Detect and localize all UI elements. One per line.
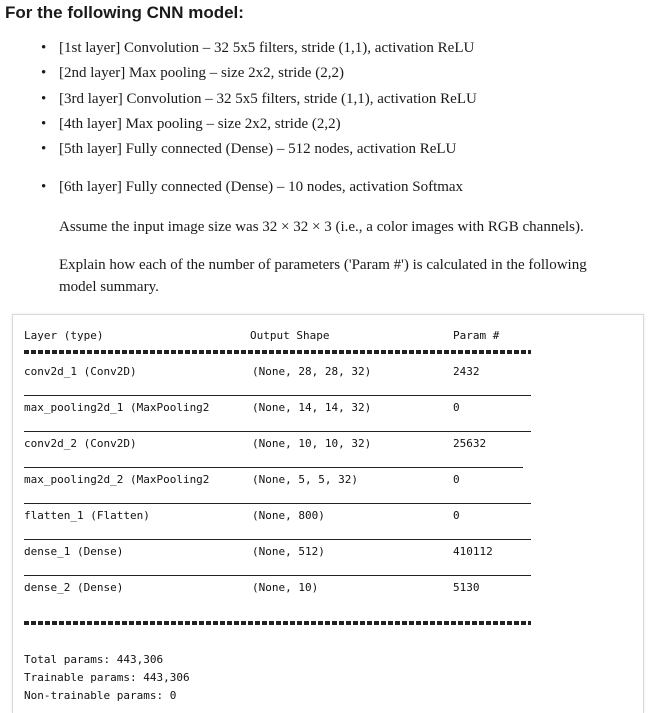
row-divider — [24, 575, 531, 576]
question-text-line2: model summary. — [59, 279, 159, 295]
row-output-shape: (None, 10) — [252, 581, 319, 594]
double-divider — [24, 350, 531, 354]
bullet-icon: • — [41, 141, 47, 157]
non-trainable-params: Non-trainable params: 0 — [24, 689, 177, 702]
bullet-icon: • — [41, 179, 47, 195]
row-output-shape: (None, 5, 5, 32) — [252, 473, 358, 486]
row-divider — [24, 467, 523, 468]
row-divider — [24, 539, 531, 540]
row-divider — [24, 503, 531, 504]
row-layer: conv2d_1 (Conv2D) — [24, 365, 137, 378]
row-output-shape: (None, 800) — [252, 509, 325, 522]
header-param-count: Param # — [453, 329, 500, 342]
bullet-icon: • — [41, 40, 47, 56]
row-output-shape: (None, 512) — [252, 545, 325, 558]
list-item-text: [5th layer] Fully connected (Dense) – 512 nodes, activation ReLU — [59, 141, 457, 157]
row-layer: flatten_1 (Flatten) — [24, 509, 150, 522]
bullet-icon: • — [41, 116, 47, 132]
trainable-params: Trainable params: 443,306 — [24, 671, 190, 684]
row-layer: conv2d_2 (Conv2D) — [24, 437, 137, 450]
row-output-shape: (None, 14, 14, 32) — [252, 401, 372, 414]
row-divider — [24, 431, 531, 432]
row-layer: max_pooling2d_2 (MaxPooling2 — [24, 473, 210, 486]
row-output-shape: (None, 10, 10, 32) — [252, 437, 372, 450]
header-output-shape: Output Shape — [250, 329, 330, 342]
total-params: Total params: 443,306 — [24, 653, 164, 666]
row-param-count: 25632 — [453, 437, 487, 450]
row-param-count: 5130 — [453, 581, 480, 594]
assumption-text: Assume the input image size was 32 × 32 × 3 (i.e., a color images with RGB channels). — [59, 219, 584, 235]
bullet-icon: • — [41, 91, 47, 107]
row-param-count: 0 — [453, 473, 460, 486]
row-layer: dense_2 (Dense) — [24, 581, 124, 594]
page-heading: For the following CNN model: — [5, 3, 244, 22]
header-layer-type: Layer (type) — [24, 329, 104, 342]
model-summary-panel — [12, 314, 644, 713]
row-layer: dense_1 (Dense) — [24, 545, 124, 558]
double-divider — [24, 621, 531, 625]
list-item-text: [6th layer] Fully connected (Dense) – 10 nodes, activation Softmax — [59, 179, 464, 195]
row-param-count: 410112 — [453, 545, 493, 558]
list-item-text: [1st layer] Convolution – 32 5x5 filters, stride (1,1), activation ReLU — [59, 40, 475, 56]
list-item-text: [3rd layer] Convolution – 32 5x5 filters, stride (1,1), activation ReLU — [59, 91, 477, 107]
row-param-count: 0 — [453, 509, 460, 522]
row-divider — [24, 395, 531, 396]
list-item-text: [2nd layer] Max pooling – size 2x2, stride (2,2) — [59, 65, 344, 81]
question-text-line1: Explain how each of the number of parameters ('Param #') is calculated in the following — [59, 257, 587, 273]
row-param-count: 0 — [453, 401, 460, 414]
list-item-text: [4th layer] Max pooling – size 2x2, stride (2,2) — [59, 116, 341, 132]
row-param-count: 2432 — [453, 365, 480, 378]
bullet-icon: • — [41, 65, 47, 81]
row-output-shape: (None, 28, 28, 32) — [252, 365, 372, 378]
row-layer: max_pooling2d_1 (MaxPooling2 — [24, 401, 210, 414]
